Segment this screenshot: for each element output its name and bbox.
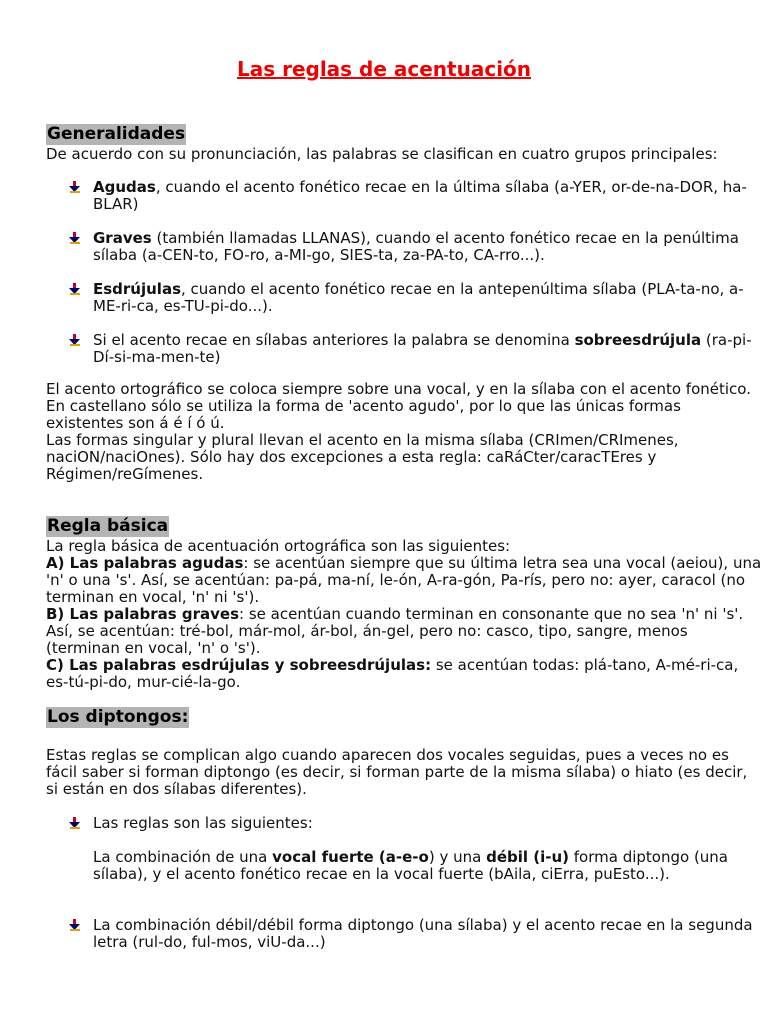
bullet-text: La combinación débil/débil forma diptongo (una sílaba) y el acento recae en la segunda letra (rul-do, ful-mos, viU-da...) [93,916,753,951]
list-item [68,230,765,264]
term-sobreesdrujula: sobreesdrújula [574,331,702,349]
arrow-bullet-icon [68,231,82,245]
rule-text: se acentúan todas: plá-tano, A-mé-ri-ca, es-tú-pi-do, mur-cié-la-go. [46,656,739,691]
term-esdrujulas: Esdrújulas [93,280,182,298]
text-run: forma diptongo (una sílaba), y el acento fonético recae en la vocal fuerte (bAila, ciErra, puEsto...). [93,848,729,883]
bullet-text: Si el acento recae en sílabas anteriores la palabra se denomina [93,331,575,349]
arrow-bullet-icon [68,816,82,830]
text-run: La combinación de una [93,848,273,866]
arrow-bullet-icon [68,282,82,296]
section-heading-diptongos: Los diptongos: [47,707,189,727]
rule-text: : se acentúan cuando terminan en consonante que no sea 'n' ni 's'. Así, se acentúan: tré-bol, már-mol, ár-bol, án-gel, pero no: casco, tipo, sangre, menos (terminan en vocal, 'n' o 's'). [46,605,744,657]
vocal-debil-term: débil (i-u) [486,848,569,866]
regla-basica-intro: La regla básica de acentuación ortográfica son las siguientes: [46,537,511,555]
rule-graves [46,606,762,657]
arrow-bullet-icon [68,333,82,347]
rule-text: : se acentúan siempre que su última letra sea una vocal (aeiou), una 'n' o una 's'. Así, se acentúan: pa-pá, ma-ní, le-ón, A-ra-gón, Pa-rís, pero no: ayer, caracol (no terminan en vocal, 'n' ni 's'). [46,554,762,606]
rule-label: C) Las palabras esdrújulas y sobreesdrújulas: [46,656,432,674]
section-heading-regla-basica: Regla básica [47,516,169,536]
bullet-text: , cuando el acento fonético recae en la última sílaba (a-YER, or-de-na-DOR, ha-BLAR) [93,178,747,213]
generalidades-intro: De acuerdo con su pronunciación, las palabras se clasifican en cuatro grupos principales: [46,145,718,163]
term-graves: Graves [93,229,152,247]
generalidades-paragraphs [46,381,762,483]
vocal-fuerte-term: vocal fuerte (a-e-o [272,848,429,866]
rule-agudas [46,555,762,606]
bullet-text: , cuando el acento fonético recae en la antepenúltima sílaba (PLA-ta-no, a-ME-ri-ca, es-TU-pi-do...). [93,280,744,315]
bullet-text: (también llamadas LLANAS), cuando el acento fonético recae en la penúltima sílaba (a-CEN-to, FO-ro, a-MI-go, SIES-ta, za-PA-to, CA-rro...). [93,229,739,264]
arrow-bullet-icon [68,180,82,194]
list-item [68,281,765,315]
term-agudas: Agudas [93,178,156,196]
list-item [68,179,765,213]
rule-label: B) Las palabras graves [46,605,240,623]
list-item [68,332,765,366]
list-item [68,917,765,951]
regla-basica-body [46,538,762,691]
bullet-text: (ra-pi-Dí-si-ma-men-te) [93,331,752,366]
list-item [68,815,765,883]
paragraph-singular-plural: Las formas singular y plural llevan el acento en la misma sílaba (CRImen/CRImenes, naciON/naciOnes). Sólo hay dos excepciones a esta regla: caRáCter/caracTEres y Régimen/reGímenes. [46,431,679,483]
bullet-text: Las reglas son las siguientes: [93,814,313,832]
text-run: ) y una [428,848,487,866]
rule-esdrujulas [46,657,762,691]
section-heading-generalidades: Generalidades [47,124,186,144]
paragraph-acento-agudo: En castellano sólo se utiliza la forma de 'acento agudo', por lo que las únicas formas existentes son á é í ó ú. [46,397,681,432]
rule-label: A) Las palabras agudas [46,554,244,572]
diptongo-fuerte-debil [93,849,765,883]
paragraph-acento-ortografico: El acento ortográfico se coloca siempre sobre una vocal, y en la sílaba con el acento fonético. [46,380,751,398]
diptongos-intro: Estas reglas se complican algo cuando aparecen dos vocales seguidas, pues a veces no es fácil saber si forman diptongo (es decir, si forman parte de la misma sílaba) o hiato (es decir, si están en dos sílabas diferentes). [46,746,748,798]
arrow-bullet-icon [68,918,82,932]
page-title: Las reglas de acentuación [236,57,532,81]
